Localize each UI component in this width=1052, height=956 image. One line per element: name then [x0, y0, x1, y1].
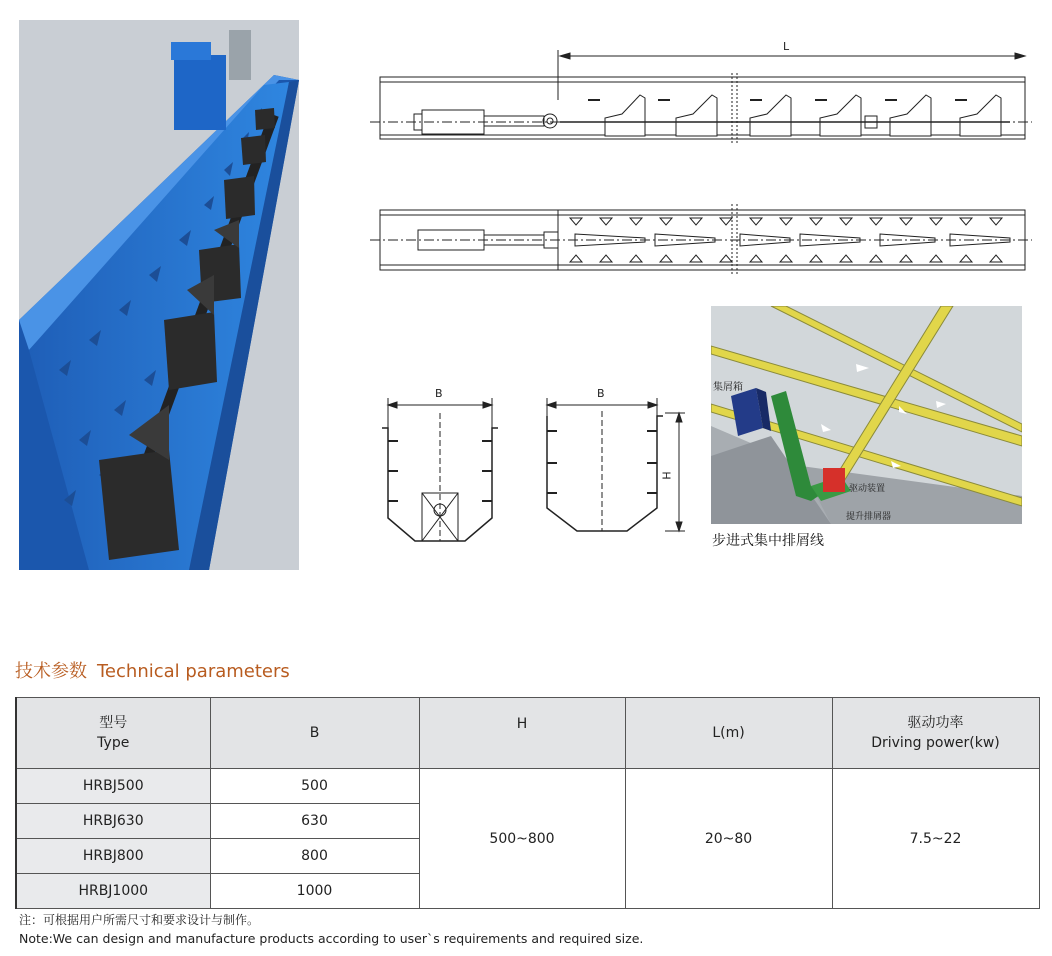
header-power [832, 698, 1039, 769]
side-elevation-drawing [360, 40, 1040, 155]
header-type [16, 698, 210, 769]
cell-type: HRBJ500 [16, 769, 210, 804]
table-row [16, 769, 1039, 804]
cross-section-drawing-left [370, 383, 510, 548]
cell-b: 630 [210, 804, 419, 839]
header-h: H [419, 698, 625, 769]
render-label-lift: 提升排屑器 [846, 512, 892, 522]
header-l: L(m) [625, 698, 832, 769]
heading-en: Technical parameters [97, 661, 290, 682]
cell-type: HRBJ1000 [16, 874, 210, 909]
chip-conveyor-line-render [711, 306, 1022, 524]
header-type-en: Type [97, 735, 130, 751]
section-heading [15, 657, 290, 683]
product-photo [19, 20, 299, 570]
header-power-cn: 驱动功率 [907, 715, 964, 731]
header-power-en: Driving power(kw) [871, 735, 1000, 751]
cell-h-value: 500~800 [419, 769, 625, 909]
length-dimension-label: L [783, 40, 790, 53]
render-label-drive: 驱动装置 [849, 484, 886, 494]
technical-parameters-table [15, 697, 1040, 909]
conveyor-photo-illustration [19, 20, 299, 570]
cell-b: 1000 [210, 874, 419, 909]
cross-section-left-svg [370, 383, 510, 548]
render-label-bin: 集屑箱 [713, 382, 743, 393]
height-label: H [659, 471, 673, 480]
render-caption: 步进式集中排屑线 [712, 533, 824, 549]
side-elevation-svg [360, 40, 1040, 155]
plan-view-drawing [360, 198, 1040, 288]
heading-cn: 技术参数 [15, 661, 87, 682]
width-label-right: B [597, 387, 605, 400]
cell-b: 800 [210, 839, 419, 874]
plan-view-svg [360, 198, 1040, 288]
cross-section-right-svg [535, 383, 690, 548]
table-header-row [16, 698, 1039, 769]
cell-type: HRBJ630 [16, 804, 210, 839]
width-label-left: B [435, 387, 443, 400]
note-chinese: 注：可根据用户所需尺寸和要求设计与制作。 [19, 913, 260, 927]
cell-power-value: 7.5~22 [832, 769, 1039, 909]
cell-l-value: 20~80 [625, 769, 832, 909]
cell-b: 500 [210, 769, 419, 804]
header-b: B [210, 698, 419, 769]
cell-type: HRBJ800 [16, 839, 210, 874]
cross-section-drawing-right [535, 383, 690, 548]
note-english: Note:We can design and manufacture products according to user`s requirements and required size. [19, 931, 644, 946]
header-type-cn: 型号 [99, 715, 128, 731]
